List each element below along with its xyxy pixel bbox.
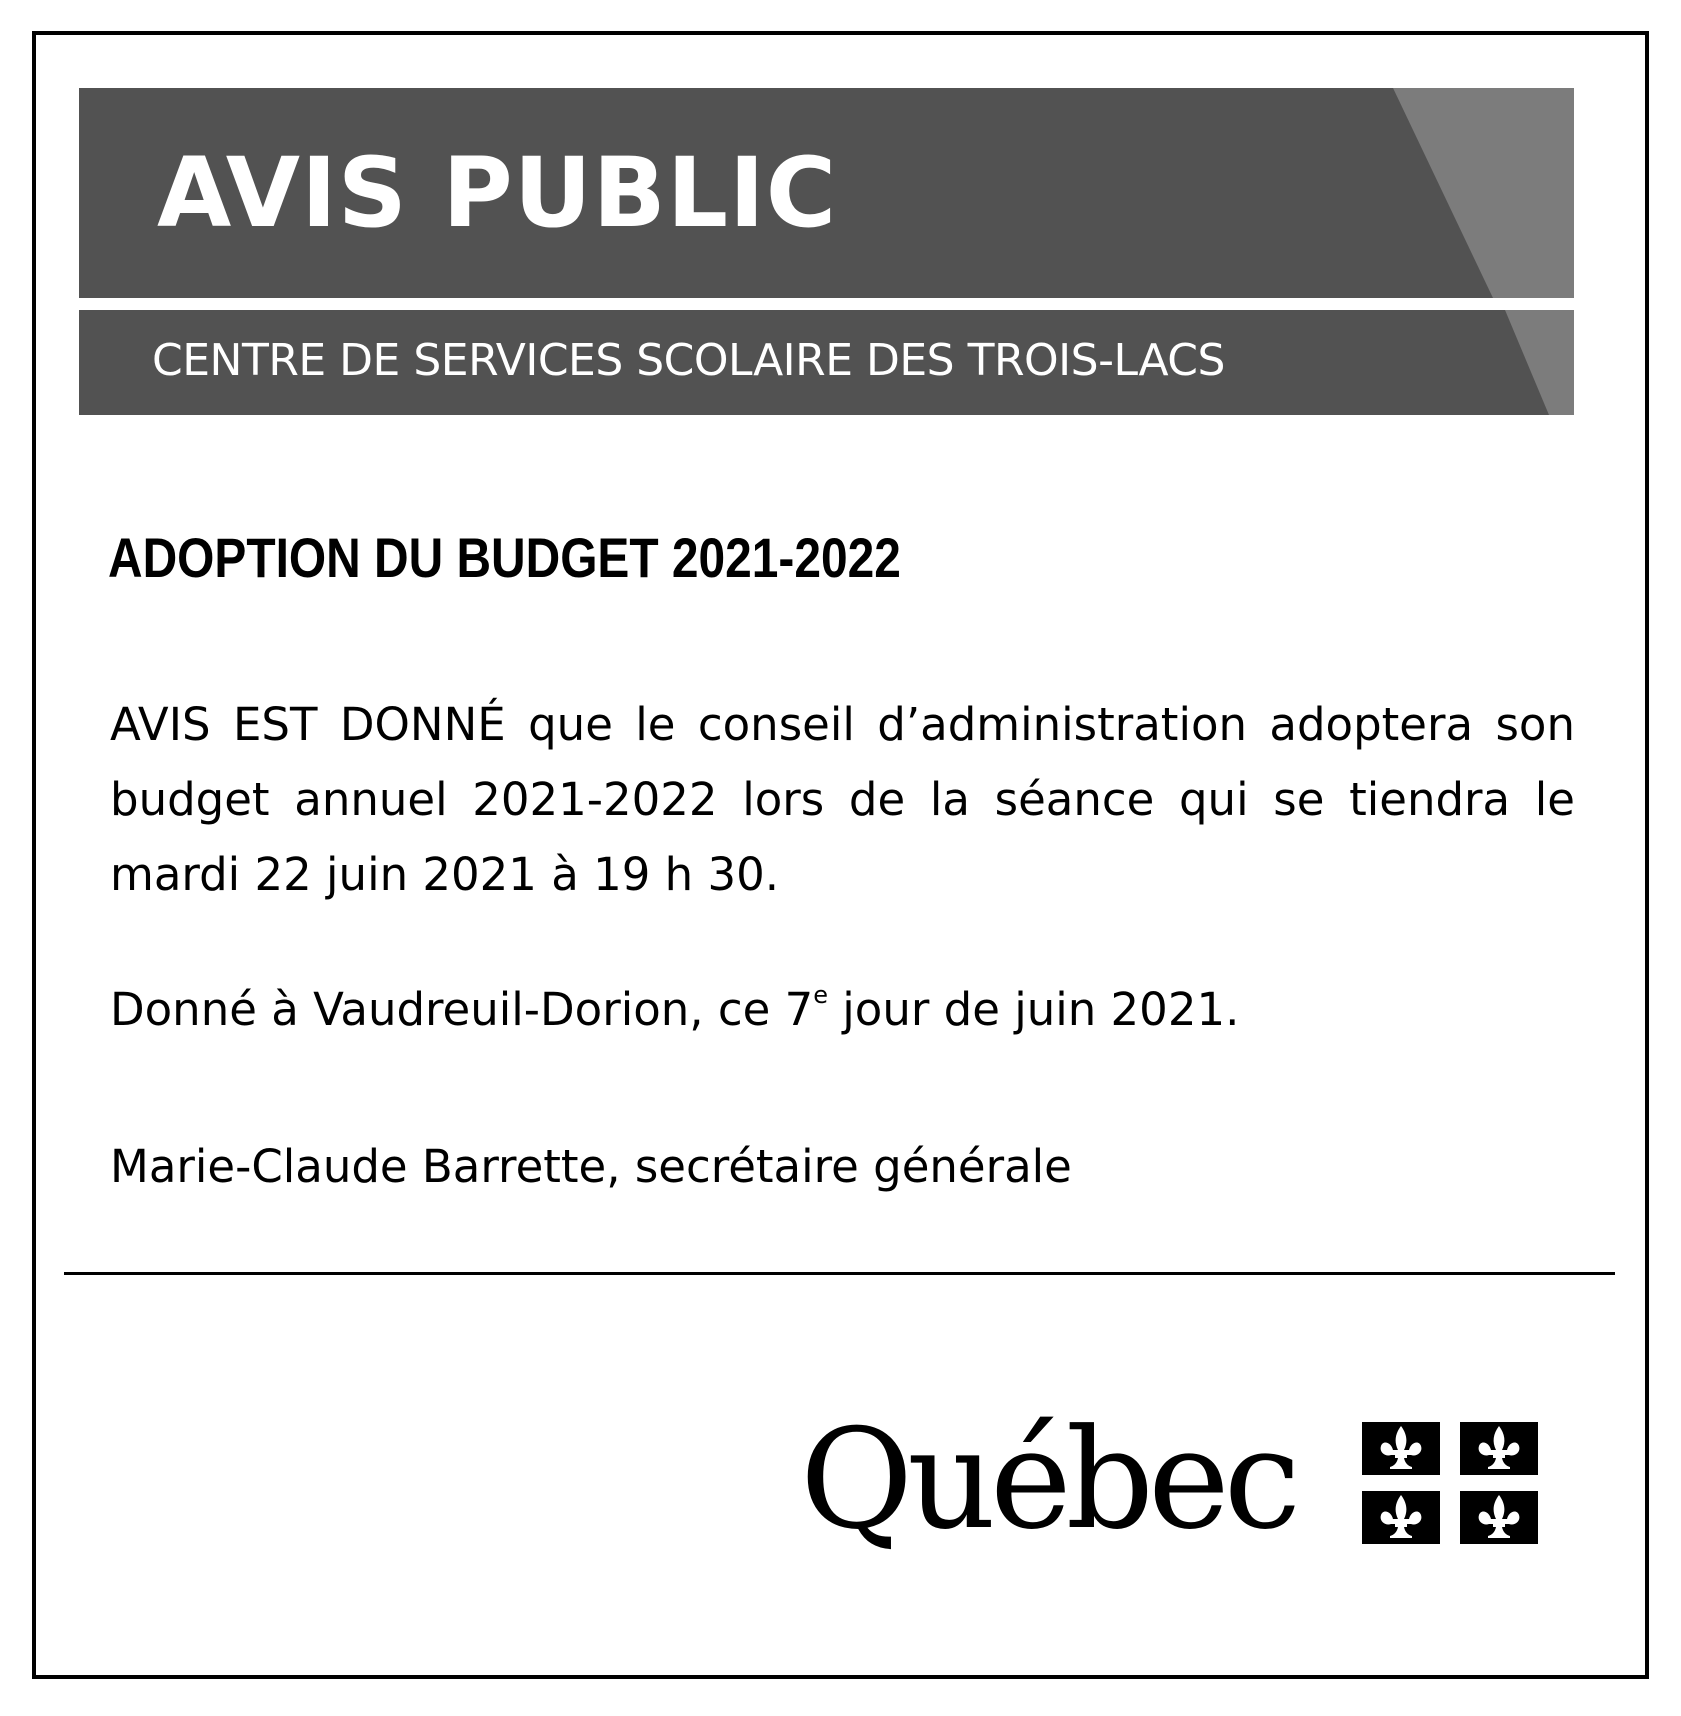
quebec-flag-icon: [1362, 1422, 1538, 1544]
quebec-wordmark: Québec: [800, 1399, 1295, 1560]
signature-line: Marie-Claude Barrette, secrétaire générale: [110, 1140, 1072, 1193]
divider: [64, 1272, 1615, 1275]
given-suffix: jour de juin 2021.: [827, 983, 1240, 1036]
ordinal-superscript: e: [813, 981, 828, 1009]
notice-heading: ADOPTION DU BUDGET 2021-2022: [108, 526, 901, 589]
page-title: AVIS PUBLIC: [157, 137, 838, 249]
given-statement: [110, 980, 1239, 1040]
organization-name: CENTRE DE SERVICES SCOLAIRE DES TROIS-LACS: [152, 335, 1225, 386]
quebec-logo: [800, 1400, 1540, 1580]
given-prefix: Donné à Vaudreuil-Dorion, ce 7: [110, 983, 814, 1036]
title-banner: [79, 88, 1574, 298]
organization-banner: [79, 310, 1574, 415]
notice-body: AVIS EST DONNÉ que le conseil d’administration adoptera son budget annuel 2021-2022 lors de la séance qui se tiendra le mardi 22 juin 2021 à 19 h 30.: [110, 698, 1575, 901]
